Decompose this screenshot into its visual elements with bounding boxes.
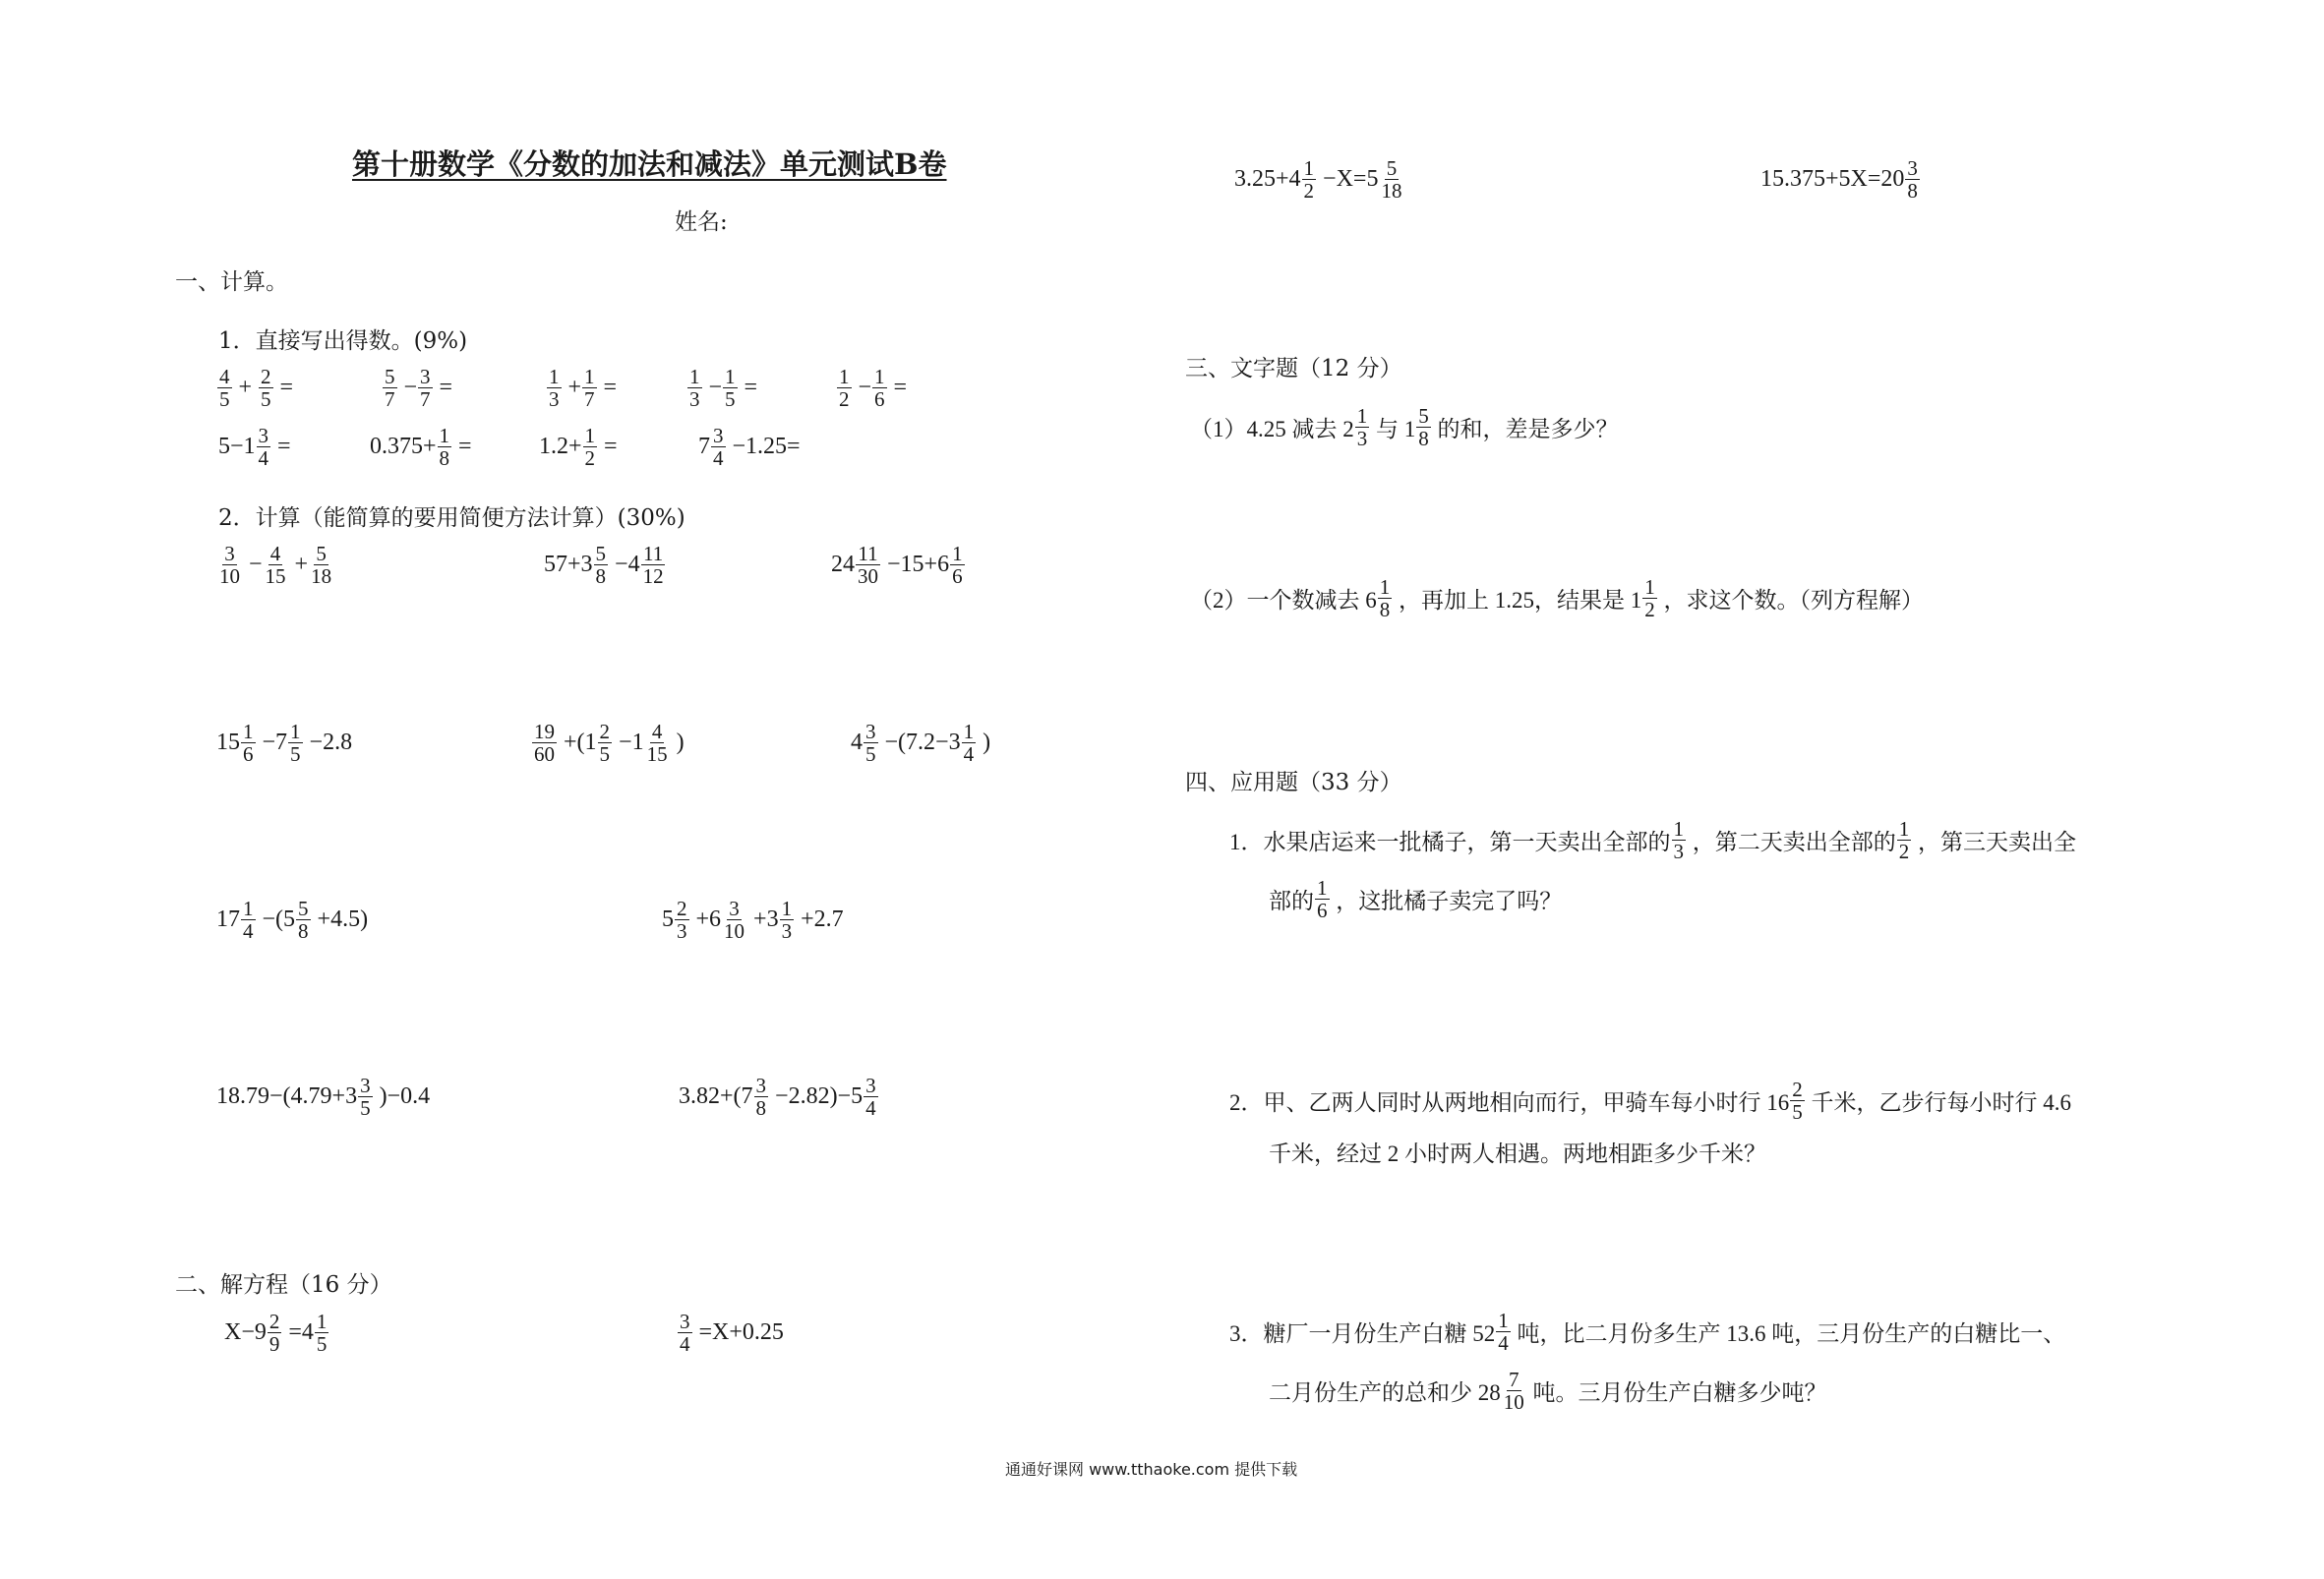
expression-text: 15.375+5X=20: [1760, 166, 1905, 193]
fraction-numerator: 3: [755, 1074, 767, 1097]
fraction: [583, 425, 598, 469]
fraction: [438, 425, 452, 469]
fraction-numerator: 19: [534, 720, 555, 743]
expression-text: ，再加上 1.25，结果是 1: [1393, 588, 1642, 614]
fraction: [711, 425, 726, 469]
fraction-numerator: 3: [680, 1310, 690, 1333]
fraction-denominator: 3: [1673, 840, 1684, 864]
fraction-denominator: 4: [865, 1096, 876, 1121]
expression-text: =: [273, 375, 294, 401]
expression-text: 5−1: [218, 434, 256, 460]
row1-expr-3: [546, 366, 617, 410]
expression-text: 3.82+(7: [679, 1083, 753, 1110]
fraction-denominator: 8: [1907, 179, 1918, 204]
fraction: [257, 425, 271, 469]
expression-text: 吨。三月份生产白糖多少吨？: [1526, 1380, 1827, 1406]
fraction-denominator: 18: [311, 564, 332, 589]
expression-text: 24: [831, 552, 855, 578]
fraction: [1302, 157, 1317, 202]
expression-text: =: [271, 434, 291, 460]
fraction-numerator: 4: [219, 365, 230, 388]
fraction-denominator: 60: [534, 742, 555, 767]
fraction: [856, 543, 880, 587]
expression-text: +(1: [558, 730, 597, 756]
fraction-denominator: 8: [755, 1096, 767, 1121]
word-problem-2: [1190, 576, 1924, 620]
word-problem-1: [1190, 405, 1619, 449]
expression-text: −2.8: [303, 730, 353, 756]
calc-5: [531, 721, 685, 765]
section1-heading: 一、计算。: [175, 269, 288, 295]
equation-4: [1760, 157, 1921, 202]
fraction: [582, 366, 597, 410]
expression-text: +: [288, 552, 309, 578]
expression-text: +2.7: [795, 906, 844, 933]
fraction-numerator: 1: [1673, 817, 1684, 841]
fraction-denominator: 7: [385, 387, 395, 412]
fraction-denominator: 4: [243, 919, 254, 944]
expression-text: 与 1: [1370, 417, 1416, 442]
fraction: [950, 543, 965, 587]
fraction-numerator: 1: [963, 720, 975, 743]
expression-text: +3: [747, 906, 779, 933]
expression-text: 17: [216, 906, 240, 933]
fraction: [780, 898, 795, 942]
expression-text: 部的: [1269, 889, 1314, 914]
fraction-numerator: 2: [261, 365, 271, 388]
expression-text: 18.79−(4.79+3: [216, 1083, 358, 1110]
expression-text: 1．水果店运来一批橘子，第一天卖出全部的: [1229, 830, 1671, 855]
calc-4: [216, 721, 352, 765]
fraction: [594, 543, 609, 587]
fraction-denominator: 8: [595, 564, 607, 589]
footer-credit: 通通好课网 www.tthaoke.com 提供下载: [1005, 1460, 1298, 1479]
fraction-numerator: 2: [677, 897, 687, 920]
expression-text: −X=5: [1317, 166, 1379, 193]
section4-heading: 四、应用题（33 分）: [1185, 770, 1402, 795]
fraction-denominator: 5: [261, 387, 271, 412]
expression-text: +: [232, 375, 259, 401]
section3-heading: 三、文字题（12 分）: [1185, 356, 1402, 381]
fraction-denominator: 5: [219, 387, 230, 412]
fraction-denominator: 4: [713, 446, 724, 471]
expression-text: −1: [613, 730, 644, 756]
fraction-numerator: 1: [584, 365, 595, 388]
fraction-numerator: 1: [1303, 156, 1315, 180]
fraction-denominator: 30: [858, 564, 878, 589]
expression-text: 千米，乙步行每小时行 4.6: [1805, 1090, 2071, 1116]
fraction: [1672, 818, 1687, 862]
fraction: [268, 1311, 282, 1355]
fraction-denominator: 2: [1898, 840, 1910, 864]
fraction: [217, 366, 232, 410]
fraction-denominator: 3: [689, 387, 700, 412]
app-problem-1-line1: [1229, 818, 2076, 862]
fraction-denominator: 8: [1379, 598, 1391, 622]
fraction: [418, 366, 433, 410]
equation-1: [224, 1311, 329, 1355]
fraction: [1496, 1310, 1511, 1354]
fraction-numerator: 3: [258, 424, 269, 447]
fraction: [241, 898, 256, 942]
fraction-denominator: 15: [646, 742, 668, 767]
expression-text: =: [598, 434, 618, 460]
expression-text: 1.2+: [539, 434, 582, 460]
fraction-denominator: 2: [1644, 598, 1655, 622]
fraction: [532, 721, 557, 765]
expression-text: 二月份生产的总和少 28: [1269, 1380, 1501, 1406]
fraction-denominator: 3: [677, 919, 687, 944]
expression-text: ，第二天卖出全部的: [1687, 830, 1896, 855]
fraction: [1502, 1369, 1526, 1413]
calc-8: [662, 898, 844, 942]
expression-text: )−0.4: [373, 1083, 431, 1110]
fraction-numerator: 11: [642, 542, 664, 565]
fraction-denominator: 7: [420, 387, 431, 412]
fraction-denominator: 6: [952, 564, 963, 589]
fraction: [1315, 877, 1330, 921]
fraction-numerator: 1: [290, 720, 301, 743]
fraction-denominator: 2: [584, 446, 596, 471]
expression-text: ): [977, 730, 991, 756]
fraction: [754, 1075, 769, 1119]
expression-text: −: [397, 375, 418, 401]
fraction-numerator: 1: [243, 720, 254, 743]
expression-text: =: [597, 375, 618, 401]
expression-text: 的和，差是多少？: [1431, 417, 1619, 442]
expression-text: +4.5): [311, 906, 369, 933]
fraction-denominator: 6: [1317, 899, 1328, 923]
expression-text: =: [452, 434, 472, 460]
expression-text: =: [433, 375, 453, 401]
fraction-numerator: 1: [549, 365, 560, 388]
expression-text: 3.25+4: [1234, 166, 1301, 193]
q1-label: 1．直接写出得数。(9%): [218, 328, 468, 354]
expression-text: −15+6: [881, 552, 950, 578]
expression-text: ，这批橘子卖完了吗？: [1330, 889, 1563, 914]
fraction-denominator: 12: [642, 564, 664, 589]
expression-text: −(5: [256, 906, 296, 933]
calc-9: [216, 1075, 430, 1119]
fraction: [259, 366, 273, 410]
fraction-numerator: 5: [595, 542, 607, 565]
fraction-numerator: 1: [1644, 575, 1655, 599]
expression-text: ，求这个数。（列方程解）: [1657, 588, 1924, 614]
fraction: [723, 366, 738, 410]
fraction-denominator: 6: [243, 742, 254, 767]
fraction: [315, 1311, 329, 1355]
fraction-numerator: 1: [874, 365, 885, 388]
fraction: [962, 721, 977, 765]
calc-2: [544, 543, 667, 587]
fraction-denominator: 4: [258, 446, 269, 471]
fraction: [217, 543, 242, 587]
expression-text: −2.82)−5: [769, 1083, 864, 1110]
fraction-numerator: 7: [1509, 1368, 1520, 1391]
fraction-denominator: 8: [439, 446, 450, 471]
fraction-numerator: 5: [1418, 404, 1429, 428]
fraction: [296, 898, 311, 942]
fraction: [722, 898, 746, 942]
fraction-numerator: 1: [584, 424, 596, 447]
expression-text: 3．糖厂一月份生产白糖 52: [1229, 1321, 1496, 1347]
fraction-denominator: 9: [268, 1332, 280, 1357]
row1-expr-5: [836, 366, 907, 410]
fraction: [1416, 405, 1431, 449]
fraction-numerator: 1: [1317, 876, 1328, 900]
fraction-numerator: 3: [865, 1074, 876, 1097]
fraction-denominator: 3: [549, 387, 560, 412]
expression-text: =: [887, 375, 908, 401]
fraction-numerator: 1: [689, 365, 700, 388]
fraction: [383, 366, 397, 410]
fraction: [1897, 818, 1912, 862]
expression-text: ): [670, 730, 685, 756]
fraction-numerator: 1: [781, 897, 793, 920]
fraction-denominator: 2: [1303, 179, 1315, 204]
fraction: [687, 366, 702, 410]
fraction-denominator: 10: [1503, 1390, 1524, 1415]
expression-text: 7: [698, 434, 710, 460]
expression-text: −(7.2−3: [878, 730, 961, 756]
fraction: [309, 543, 333, 587]
fraction-numerator: 1: [952, 542, 963, 565]
fraction-numerator: 11: [858, 542, 878, 565]
fraction: [1642, 576, 1657, 620]
fraction-denominator: 5: [725, 387, 736, 412]
app-problem-3-line1: [1229, 1310, 2065, 1354]
fraction-numerator: 3: [360, 1074, 371, 1097]
fraction: [1379, 157, 1403, 202]
fraction-denominator: 5: [1792, 1100, 1803, 1125]
fraction-denominator: 10: [724, 919, 745, 944]
calc-10: [679, 1075, 879, 1119]
fraction: [678, 1311, 692, 1355]
expression-text: +6: [689, 906, 722, 933]
section2-heading: 二、解方程（16 分）: [175, 1272, 392, 1298]
expression-text: X−9: [224, 1319, 267, 1346]
expression-text: 4: [851, 730, 863, 756]
fraction-numerator: 4: [651, 720, 663, 743]
expression-text: 57+3: [544, 552, 593, 578]
fraction: [641, 543, 666, 587]
fraction: [645, 721, 670, 765]
fraction-numerator: 1: [439, 424, 450, 447]
app-problem-1-line2: [1269, 877, 1562, 921]
row2-expr-1: [218, 425, 291, 469]
fraction-denominator: 6: [874, 387, 885, 412]
fraction-numerator: 3: [1907, 156, 1918, 180]
expression-text: ，第三天卖出全: [1912, 830, 2076, 855]
fraction-denominator: 3: [1356, 427, 1368, 451]
fraction-numerator: 5: [316, 542, 327, 565]
fraction: [675, 898, 689, 942]
calc-7: [216, 898, 368, 942]
expression-text: +: [562, 375, 582, 401]
fraction: [872, 366, 887, 410]
fraction: [598, 721, 613, 765]
fraction-numerator: 3: [224, 542, 235, 565]
equation-3: [1234, 157, 1404, 202]
fraction: [1790, 1079, 1805, 1123]
page-title: 第十册数学《分数的加法和减法》单元测试B卷: [352, 147, 947, 181]
fraction-numerator: 1: [316, 1310, 328, 1333]
fraction: [1905, 157, 1920, 202]
app-problem-3-line2: [1269, 1369, 1827, 1413]
fraction-denominator: 3: [781, 919, 793, 944]
calc-6: [851, 721, 990, 765]
name-label: 姓名:: [675, 209, 728, 235]
fraction-denominator: 5: [316, 1332, 328, 1357]
fraction-numerator: 1: [1379, 575, 1391, 599]
equation-2: [677, 1311, 784, 1355]
fraction-denominator: 4: [1498, 1331, 1509, 1356]
fraction-numerator: 3: [729, 897, 740, 920]
fraction: [1355, 405, 1370, 449]
fraction-denominator: 2: [839, 387, 850, 412]
fraction-denominator: 4: [963, 742, 975, 767]
row1-expr-4: [686, 366, 757, 410]
expression-text: −4: [609, 552, 640, 578]
expression-text: −: [852, 375, 872, 401]
app-problem-2-line2: [1269, 1136, 1766, 1168]
expression-text: =X+0.25: [692, 1319, 784, 1346]
expression-text: −: [702, 375, 723, 401]
fraction-numerator: 5: [385, 365, 395, 388]
expression-text: 15: [216, 730, 240, 756]
fraction-denominator: 5: [360, 1096, 371, 1121]
expression-text: =4: [282, 1319, 314, 1346]
expression-text: −1.25=: [726, 434, 801, 460]
expression-text: −7: [256, 730, 288, 756]
expression-text: （2）一个数减去 6: [1190, 588, 1377, 614]
fraction: [547, 366, 562, 410]
fraction-denominator: 18: [1381, 179, 1402, 204]
fraction-numerator: 5: [1386, 156, 1398, 180]
fraction-denominator: 10: [219, 564, 240, 589]
q2-label: 2．计算（能简算的要用简便方法计算）(30%): [218, 505, 685, 531]
fraction-numerator: 1: [243, 897, 254, 920]
expression-text: 5: [662, 906, 674, 933]
fraction-denominator: 8: [298, 919, 309, 944]
expression-text: =: [738, 375, 758, 401]
fraction-numerator: 2: [599, 720, 611, 743]
fraction: [288, 721, 303, 765]
fraction-numerator: 3: [865, 720, 876, 743]
fraction-numerator: 2: [268, 1310, 280, 1333]
fraction-numerator: 1: [839, 365, 850, 388]
calc-1: [216, 543, 334, 587]
fraction: [264, 543, 288, 587]
fraction-denominator: 5: [599, 742, 611, 767]
fraction-denominator: 7: [584, 387, 595, 412]
row1-expr-1: [216, 366, 293, 410]
fraction-numerator: 3: [713, 424, 724, 447]
fraction-numerator: 1: [1898, 817, 1910, 841]
app-problem-2-line1: [1229, 1079, 2071, 1123]
row2-expr-2: [370, 425, 472, 469]
expression-text: 千米，经过 2 小时两人相遇。两地相距多少千米？: [1269, 1141, 1766, 1166]
fraction: [864, 721, 878, 765]
expression-text: 2．甲、乙两人同时从两地相向而行，甲骑车每小时行 16: [1229, 1090, 1790, 1116]
fraction: [241, 721, 256, 765]
fraction: [1378, 576, 1393, 620]
expression-text: （1）4.25 减去 2: [1190, 417, 1354, 442]
fraction-denominator: 4: [680, 1332, 690, 1357]
fraction-numerator: 4: [269, 542, 281, 565]
fraction-denominator: 8: [1418, 427, 1429, 451]
fraction: [358, 1075, 373, 1119]
expression-text: −: [243, 552, 263, 578]
fraction: [837, 366, 852, 410]
row2-expr-3: [539, 425, 618, 469]
fraction-denominator: 15: [265, 564, 286, 589]
expression-text: 吨，比二月份多生产 13.6 吨，三月份生产的白糖比一、: [1511, 1321, 2066, 1347]
fraction-numerator: 1: [1498, 1309, 1509, 1332]
fraction-numerator: 1: [1356, 404, 1368, 428]
fraction-denominator: 5: [290, 742, 301, 767]
row1-expr-2: [382, 366, 452, 410]
fraction-numerator: 3: [420, 365, 431, 388]
fraction: [864, 1075, 878, 1119]
calc-3: [831, 543, 966, 587]
expression-text: 0.375+: [370, 434, 437, 460]
fraction-numerator: 1: [725, 365, 736, 388]
fraction-numerator: 2: [1792, 1078, 1803, 1101]
row2-expr-4: [698, 425, 801, 469]
fraction-numerator: 5: [298, 897, 309, 920]
fraction-denominator: 5: [865, 742, 876, 767]
